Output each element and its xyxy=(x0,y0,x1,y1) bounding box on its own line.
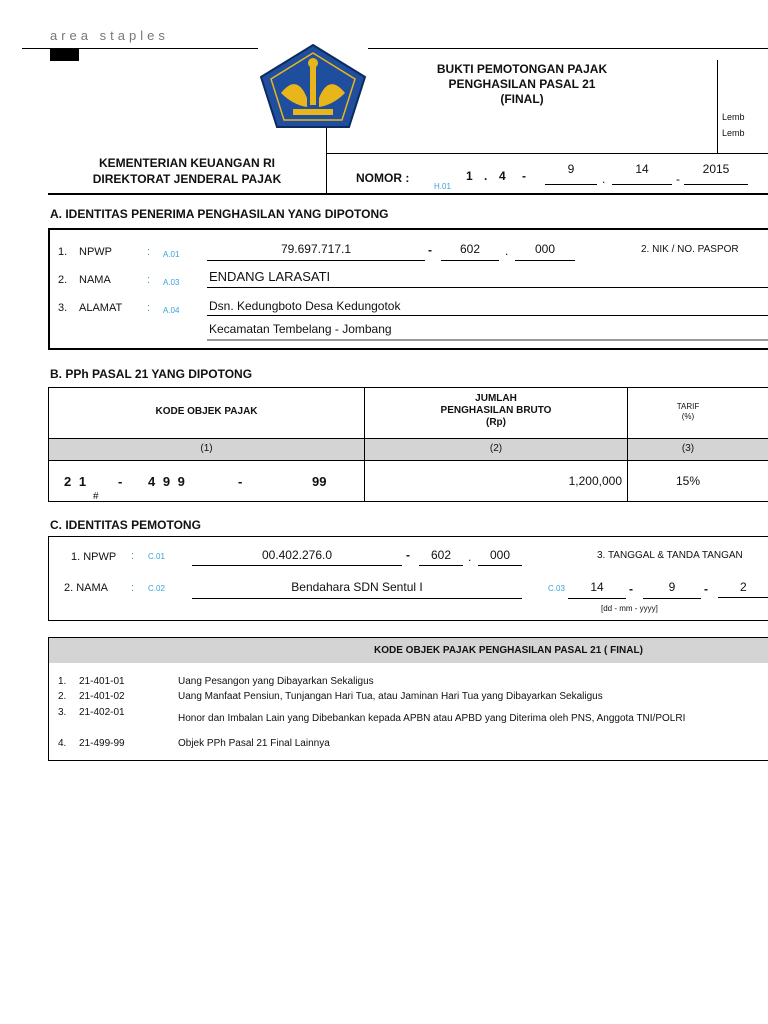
a-alamat-line-2[interactable]: Kecamatan Tembelang - Jombang xyxy=(207,322,768,341)
b-col1-number: (1) xyxy=(200,443,213,454)
kemenkeu-logo xyxy=(257,43,369,129)
ministry-name xyxy=(60,155,314,187)
a-npwp-code: A.01 xyxy=(163,250,180,259)
nomor-code: H.01 xyxy=(434,182,451,191)
c-npwp-dot: . xyxy=(468,550,472,564)
a-npwp-number: 1. xyxy=(58,246,68,258)
b-bruto-value[interactable]: 1,200,000 xyxy=(568,474,622,488)
section-a-title: A. IDENTITAS PENERIMA PENGHASILAN YANG DIPOTONG xyxy=(50,207,389,221)
a-alamat-line-1[interactable]: Dsn. Kedungboto Desa Kedungotok xyxy=(207,299,768,316)
nomor-sep-dash: - xyxy=(676,172,680,186)
c-date-dash-2: - xyxy=(704,582,708,596)
c-npwp-kpp[interactable]: 602 xyxy=(419,548,463,566)
nomor-year[interactable]: 2015 xyxy=(684,162,748,185)
c-date-year[interactable]: 2 xyxy=(718,580,768,598)
c-date-code: C.03 xyxy=(548,584,565,593)
c-nama-code: C.02 xyxy=(148,584,165,593)
c-ttd-label: 3. TANGGAL & TANDA TANGAN xyxy=(597,550,743,561)
section-b-line-2 xyxy=(48,460,768,461)
nomor-sep-dot: . xyxy=(602,172,606,186)
a-nama-number: 2. xyxy=(58,274,68,286)
b-col1-header: KODE OBJEK PAJAK xyxy=(155,406,258,417)
b-col2-header-l3: (Rp) xyxy=(486,417,506,428)
a-npwp-dash: - xyxy=(428,243,432,257)
b-kode-part-b: 4 9 9 xyxy=(148,474,187,489)
nomor-label: NOMOR : xyxy=(356,171,410,185)
b-col2-header-l2: PENGHASILAN BRUTO xyxy=(440,405,552,416)
b-col3-header xyxy=(628,402,748,422)
c-npwp-label: 1. NPWP xyxy=(71,551,117,563)
staples-label: area staples xyxy=(50,28,169,43)
b-col3-header-l2: (%) xyxy=(681,412,695,421)
title-line-1: BUKTI PEMOTONGAN PAJAK xyxy=(436,62,608,76)
kode-row-4-code: 21-499-99 xyxy=(79,738,125,749)
c-nama-label: 2. NAMA xyxy=(64,582,109,594)
kode-table-title: KODE OBJEK PAJAK PENGHASILAN PASAL 21 ( FINAL) xyxy=(374,645,643,656)
title-line-2: PENGHASILAN PASAL 21 xyxy=(448,77,596,91)
section-c-title: C. IDENTITAS PEMOTONG xyxy=(50,518,201,532)
a-npwp-colon: : xyxy=(147,246,151,258)
b-kode-dash-2: - xyxy=(238,474,243,489)
a-nik-label: 2. NIK / NO. PASPOR xyxy=(641,244,739,255)
a-npwp-main[interactable]: 79.697.717.1 xyxy=(207,242,425,261)
ministry-line-2: DIREKTORAT JENDERAL PAJAK xyxy=(92,172,282,186)
a-alamat-label: ALAMAT xyxy=(79,302,123,314)
nomor-dot: . xyxy=(484,169,488,183)
b-col2-header xyxy=(365,393,627,429)
header-top-line-right xyxy=(368,48,768,49)
kode-row-3-no: 3. xyxy=(58,707,67,718)
c-nama-colon: : xyxy=(131,582,135,594)
a-nama-label: NAMA xyxy=(79,274,111,286)
kode-row-1-no: 1. xyxy=(58,676,67,687)
c-npwp-code: C.01 xyxy=(148,552,165,561)
c-npwp-dash: - xyxy=(406,548,410,562)
kode-row-4-no: 4. xyxy=(58,738,67,749)
a-nama-value[interactable]: ENDANG LARASATI xyxy=(207,269,768,288)
nomor-digit-1: 1 xyxy=(466,169,473,183)
c-npwp-main[interactable]: 00.402.276.0 xyxy=(192,548,402,566)
b-col3-header-l1: TARIF xyxy=(676,402,700,411)
a-alamat-code: A.04 xyxy=(163,306,180,315)
b-col2-header-l1: JUMLAH xyxy=(475,393,517,404)
lembar-box-border xyxy=(717,60,718,153)
staple-marker xyxy=(50,49,79,61)
title-line-3: (FINAL) xyxy=(500,92,544,106)
a-npwp-kpp[interactable]: 602 xyxy=(441,242,499,261)
b-tarif-value[interactable]: 15% xyxy=(675,474,701,488)
a-nama-code: A.03 xyxy=(163,278,180,287)
header-divider xyxy=(326,128,327,194)
kode-row-2-code: 21-401-02 xyxy=(79,691,125,702)
kode-row-1-code: 21-401-01 xyxy=(79,676,125,687)
c-nama-value[interactable]: Bendahara SDN Sentul I xyxy=(192,580,522,599)
a-npwp-label: NPWP xyxy=(79,246,112,258)
nomor-month[interactable]: 9 xyxy=(545,162,597,185)
kode-row-3-desc: Honor dan Imbalan Lain yang Dibebankan kepada APBN atau APBD yang Diterima oleh PNS, Anggota TNI/POLRI xyxy=(178,713,686,724)
kode-row-1-desc: Uang Pesangon yang Dibayarkan Sekaligus xyxy=(178,676,374,687)
kode-row-2-no: 2. xyxy=(58,691,67,702)
a-nama-colon: : xyxy=(147,274,151,286)
c-date-month[interactable]: 9 xyxy=(643,580,701,599)
a-npwp-cabang[interactable]: 000 xyxy=(515,242,575,261)
c-date-format: [dd - mm - yyyy] xyxy=(601,604,658,613)
kode-row-3-code: 21-402-01 xyxy=(79,707,125,718)
lembar-label-1: Lemb xyxy=(722,112,745,122)
kode-row-2-desc: Uang Manfaat Pensiun, Tunjangan Hari Tua, atau Jaminan Hari Tua yang Dibayarkan Sekaligus xyxy=(178,691,603,702)
section-b-title: B. PPh PASAL 21 YANG DIPOTONG xyxy=(50,367,253,381)
b-kode-dash-1: - xyxy=(118,474,123,489)
a-alamat-number: 3. xyxy=(58,302,68,314)
b-col3-number: (3) xyxy=(681,443,695,454)
c-date-day[interactable]: 14 xyxy=(568,580,626,599)
nomor-dash: - xyxy=(522,169,526,183)
nomor-day[interactable]: 14 xyxy=(612,162,672,185)
document-title xyxy=(412,62,632,107)
b-kode-hash: # xyxy=(93,491,99,502)
kode-row-4-desc: Objek PPh Pasal 21 Final Lainnya xyxy=(178,738,330,749)
nomor-top-line xyxy=(326,153,768,154)
b-kode-part-a: 2 1 xyxy=(64,474,89,489)
a-npwp-dot: . xyxy=(505,244,509,258)
lembar-label-2: Lemb xyxy=(722,128,745,138)
header-bottom-line xyxy=(48,193,768,195)
c-npwp-colon: : xyxy=(131,550,135,562)
a-alamat-colon: : xyxy=(147,302,151,314)
nomor-digit-2: 4 xyxy=(499,169,506,183)
b-col2-number: (2) xyxy=(489,443,503,454)
b-kode-part-c: 99 xyxy=(312,474,327,489)
c-npwp-cabang[interactable]: 000 xyxy=(478,548,522,566)
section-b-line-1 xyxy=(48,438,768,439)
c-date-dash-1: - xyxy=(629,582,633,596)
ministry-line-1: KEMENTERIAN KEUANGAN RI xyxy=(98,156,275,170)
